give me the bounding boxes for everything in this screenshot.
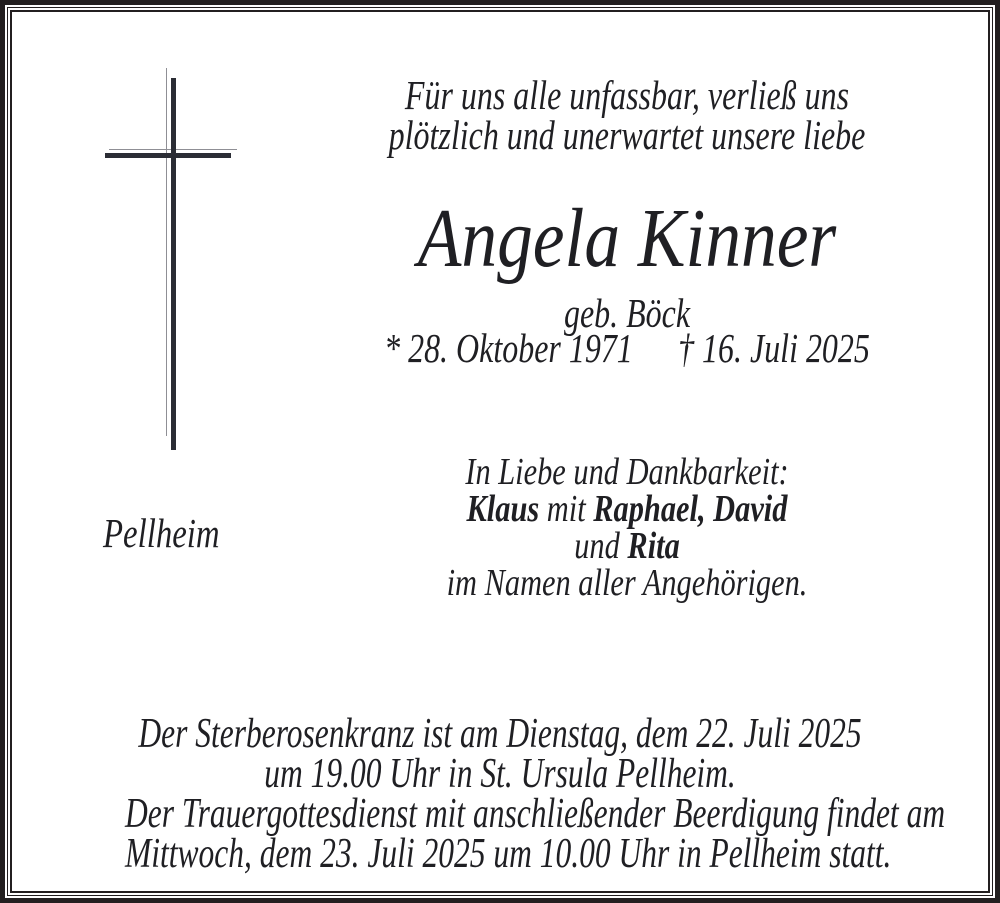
death-date: † 16. Juli 2025 <box>678 325 870 371</box>
cross-horizontal-bar <box>105 153 231 158</box>
deceased-name: Angela Kinner <box>417 192 837 285</box>
condolence-intro: In Liebe und Dankbarkeit: <box>465 451 789 493</box>
connector-text: und <box>574 525 628 567</box>
cross-thin-vertical-line <box>166 68 168 436</box>
mourners-line-2 <box>307 525 947 567</box>
mourners-line-1 <box>307 488 947 530</box>
mourner-name: Rita <box>627 525 680 567</box>
service-info-line-1: Der Sterberosenkranz ist am Dienstag, dem 22. Juli 2025 <box>138 711 862 757</box>
cross-vertical-bar <box>171 78 176 450</box>
signature-block <box>307 451 947 604</box>
service-info-line-4: Mittwoch, dem 23. Juli 2025 um 10.00 Uhr in Pellheim statt. <box>125 831 892 877</box>
service-info-line-3: Der Trauergottesdienst mit anschließender Beerdigung findet am <box>125 791 946 837</box>
connector-text: mit <box>539 488 594 530</box>
life-dates <box>315 325 939 371</box>
location-label: Pellheim <box>103 510 220 556</box>
intro-text <box>315 72 939 158</box>
birth-date: * 28. Oktober 1971 <box>384 325 633 371</box>
service-info-line-2: um 19.00 Uhr in St. Ursula Pellheim. <box>264 751 736 797</box>
closing-line: im Namen aller Angehörigen. <box>446 562 808 604</box>
service-information <box>125 711 946 877</box>
maiden-name-and-dates <box>315 290 939 371</box>
mourner-name: Klaus <box>466 488 540 530</box>
maiden-name: geb. Böck <box>563 290 691 336</box>
intro-line-2: plötzlich und unerwartet unsere liebe <box>388 112 866 158</box>
intro-line-1: Für uns alle unfassbar, verließ uns <box>404 72 850 118</box>
mourner-names: Raphael, David <box>593 488 788 530</box>
